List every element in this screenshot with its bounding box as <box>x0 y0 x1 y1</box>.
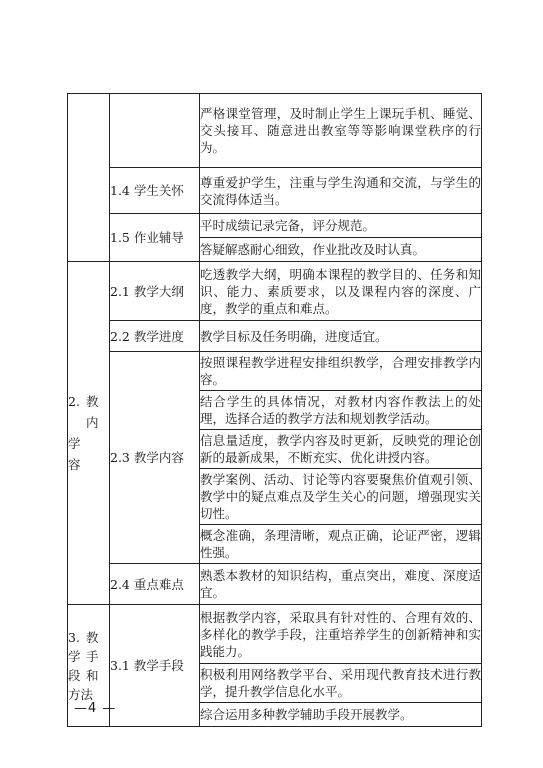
criteria-cell: 教学目标及任务明确，进度适宜。 <box>200 321 482 352</box>
subcategory-cell: 2.4 重点难点 <box>110 564 200 605</box>
category-label-part: 内 <box>86 415 99 430</box>
table-row <box>68 262 482 321</box>
subcategory-cell: 2.3 教学内容 <box>110 352 200 564</box>
criteria-cell: 平时成绩记录完备，评分规范。 <box>200 214 482 238</box>
table-row <box>68 168 482 214</box>
table-row <box>68 321 482 352</box>
criteria-cell: 尊重爱护学生，注重与学生沟通和交流，与学生的交流得体适当。 <box>200 168 482 214</box>
category-cell <box>68 94 110 262</box>
criteria-cell: 答疑解惑耐心细致，作业批改及时认真。 <box>200 238 482 262</box>
subcategory-cell: 1.5 作业辅导 <box>110 214 200 262</box>
criteria-cell: 严格课堂管理，及时制止学生上课玩手机、睡觉、交头接耳、随意进出教室等等影响课堂秩序的行为。 <box>200 94 482 168</box>
criteria-cell: 综合运用多种教学辅助手段开展教学。 <box>200 703 482 727</box>
subcategory-cell: 2.2 教学进度 <box>110 321 200 352</box>
criteria-cell: 教学案例、活动、讨论等内容要聚焦价值观引领、教学中的疑点难点及学生关心的问题，增强现实关切性。 <box>200 469 482 525</box>
category-label-part: 段 <box>68 667 81 683</box>
criteria-cell: 根据教学内容，采取具有针对性的、合理有效的、多样化的教学手段，注重培养学生的创新精神和实践能力。 <box>200 605 482 664</box>
category-label-part: 教 <box>86 394 99 409</box>
table-row <box>68 94 482 168</box>
criteria-cell: 信息量适度，教学内容及时更新，反映党的理论创新的最新成果，不断充实、优化讲授内容。 <box>200 430 482 469</box>
criteria-cell: 积极利用网络教学平台、采用现代教育技术进行教学，提升教学信息化水平。 <box>200 664 482 703</box>
subcategory-cell <box>110 94 200 168</box>
category-label-part: 方法 <box>68 686 94 702</box>
category-label-part: 手 <box>86 648 99 664</box>
table-row <box>68 605 482 664</box>
category-cell-content <box>68 262 110 605</box>
criteria-cell: 吃透教学大纲，明确本课程的教学目的、任务和知识、能力、素质要求，以及课程内容的深度、广度，教学的重点和难点。 <box>200 262 482 321</box>
subcategory-cell: 3.1 教学手段 <box>110 605 200 727</box>
category-label-part: 容 <box>68 457 81 472</box>
evaluation-table <box>67 93 482 727</box>
category-label-part: 2. <box>68 394 80 409</box>
page-number: —4 — <box>74 701 117 716</box>
subcategory-cell: 2.1 教学大纲 <box>110 262 200 321</box>
table-row <box>68 564 482 605</box>
subcategory-cell: 1.4 学生关怀 <box>110 168 200 214</box>
category-label-part: 和 <box>86 667 99 683</box>
category-label-part: 教 <box>86 629 99 645</box>
table-row <box>68 352 482 391</box>
criteria-cell: 按照课程教学进程安排组织教学，合理安排教学内容。 <box>200 352 482 391</box>
criteria-cell: 熟悉本教材的知识结构，重点突出，难度、深度适宜。 <box>200 564 482 605</box>
category-label-part: 3. <box>68 629 80 645</box>
category-label-part: 学 <box>68 436 81 451</box>
table-row <box>68 214 482 238</box>
criteria-cell: 概念准确，条理清晰，观点正确，论证严密，逻辑性强。 <box>200 525 482 564</box>
criteria-cell: 结合学生的具体情况，对教材内容作教法上的处理，选择合适的教学方法和规划教学活动。 <box>200 391 482 430</box>
category-label-part: 学 <box>68 648 81 664</box>
